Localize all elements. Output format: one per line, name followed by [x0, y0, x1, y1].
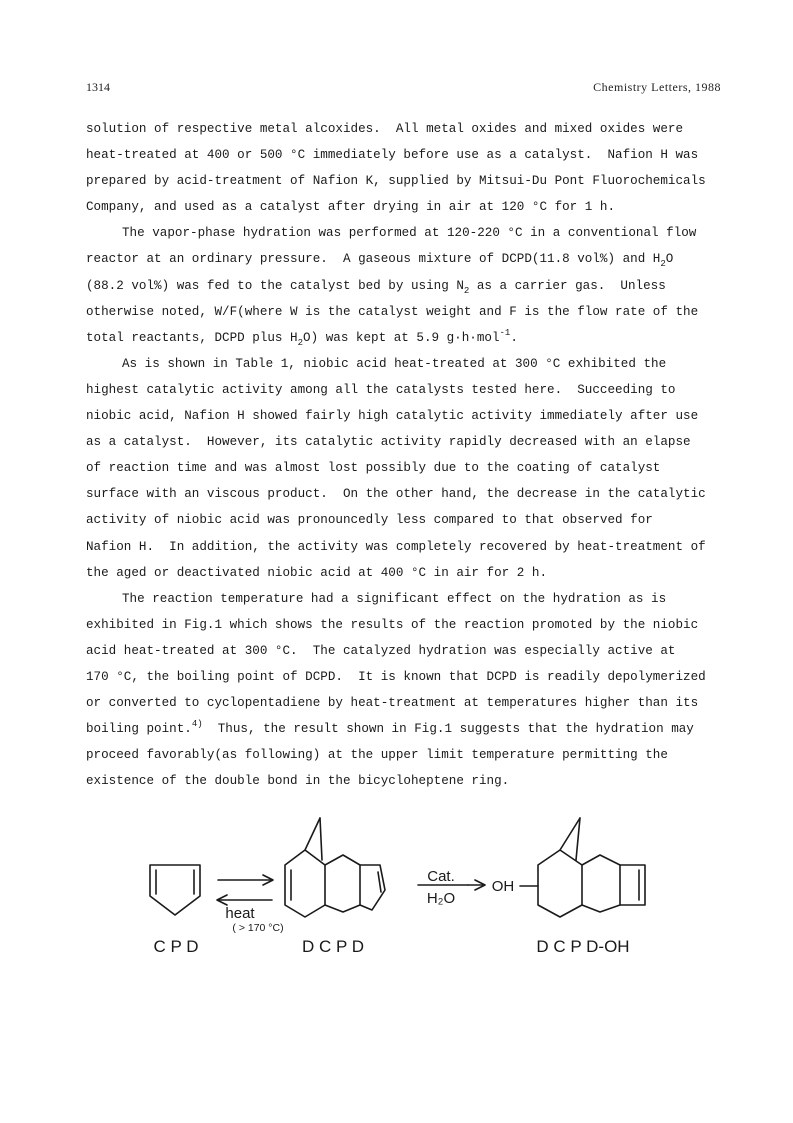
text-line: activity of niobic acid was pronouncedly less compared to that observed for [86, 513, 653, 528]
text-line: acid heat-treated at 300 °C. The catalyzed hydration was especially active at [86, 643, 676, 658]
body-text [86, 116, 726, 794]
dcpd-structure [285, 818, 385, 917]
reaction-scheme [0, 800, 793, 980]
journal-title: Chemistry Letters, 1988 [593, 80, 721, 94]
dcpdoh-structure [520, 818, 645, 917]
heat-label: heat [225, 905, 255, 922]
text-line: existence of the double bond in the bicycloheptene ring. [86, 774, 510, 789]
text-line: prepared by acid-treatment of Nafion K, supplied by Mitsui-Du Pont Fluorochemicals [86, 174, 706, 189]
reverse-arrow [217, 895, 272, 905]
text-segment: . [510, 330, 518, 345]
temperature-label: ( > 170 °C) [232, 922, 284, 934]
text-line: proceed favorably(as following) at the upper limit temperature permitting the [86, 748, 668, 763]
text-line: as a catalyst. However, its catalytic activity rapidly decreased with an elapse [86, 435, 691, 450]
text-segment: reactor at an ordinary pressure. A gaseous mixture of DCPD(11.8 vol%) and H [86, 252, 661, 267]
text-line: otherwise noted, W/F(where W is the catalyst weight and F is the flow rate of the [86, 304, 699, 319]
text-line: The reaction temperature had a significant effect on the hydration as is [122, 591, 667, 606]
cpd-label: C P D [153, 937, 199, 956]
text-line: exhibited in Fig.1 which shows the results of the reaction promoted by the niobic [86, 617, 699, 632]
text-segment: Thus, the result shown in Fig.1 suggests that the hydration may [202, 722, 694, 737]
text-line: solution of respective metal alcoxides. All metal oxides and mixed oxides were [86, 122, 684, 136]
dcpd-label: D C P D [301, 937, 365, 956]
text-line: As is shown in Table 1, niobic acid heat-treated at 300 °C exhibited the [122, 356, 667, 371]
text-line: The vapor-phase hydration was performed at 120-220 °C in a conventional flow [122, 226, 697, 241]
text-line: of reaction time and was almost lost possibly due to the coating of catalyst [86, 461, 661, 476]
text-line: heat-treated at 400 or 500 °C immediately before use as a catalyst. Nafion H was [86, 148, 699, 163]
text-line [86, 716, 726, 742]
text-segment: total reactants, DCPD plus H [86, 330, 298, 345]
superscript: 4) [191, 719, 203, 730]
text-segment: as a carrier gas. Unless [469, 278, 666, 293]
superscript: -1 [499, 327, 511, 338]
text-segment: O [665, 252, 674, 267]
text-line: surface with an viscous product. On the other hand, the decrease in the catalytic [86, 487, 706, 502]
text-line: Company, and used as a catalyst after drying in air at 120 °C for 1 h. [86, 200, 616, 215]
page-number: 1314 [86, 80, 110, 94]
dcpdoh-label: D C P D-OH [536, 937, 630, 956]
water-label: H₂O [426, 890, 456, 907]
text-line: 170 °C, the boiling point of DCPD. It is known that DCPD is readily depolymerized [86, 669, 706, 684]
text-line [86, 246, 726, 272]
text-segment: (88.2 vol%) was fed to the catalyst bed by using N [86, 278, 464, 293]
text-line: the aged or deactivated niobic acid at 400 °C in air for 2 h. [86, 565, 548, 580]
text-line: or converted to cyclopentadiene by heat-treatment at temperatures higher than its [86, 696, 699, 711]
text-line: Nafion H. In addition, the activity was completely recovered by heat-treatment of [86, 539, 706, 554]
subscript: 2 [463, 285, 470, 296]
text-line [86, 273, 726, 299]
text-line: niobic acid, Nafion H showed fairly high catalytic activity immediately after use [86, 409, 699, 424]
cpd-structure [150, 865, 200, 915]
text-segment: boiling point. [86, 722, 192, 737]
catalyst-label: Cat. [427, 868, 455, 885]
hydroxyl-label: OH [491, 878, 515, 895]
subscript: 2 [297, 337, 304, 348]
text-line [86, 325, 726, 351]
text-line: highest catalytic activity among all the catalysts tested here. Succeeding to [86, 382, 676, 397]
text-segment: O) was kept at 5.9 g·h·mol [303, 330, 500, 345]
subscript: 2 [660, 259, 666, 270]
forward-arrow [218, 875, 273, 885]
